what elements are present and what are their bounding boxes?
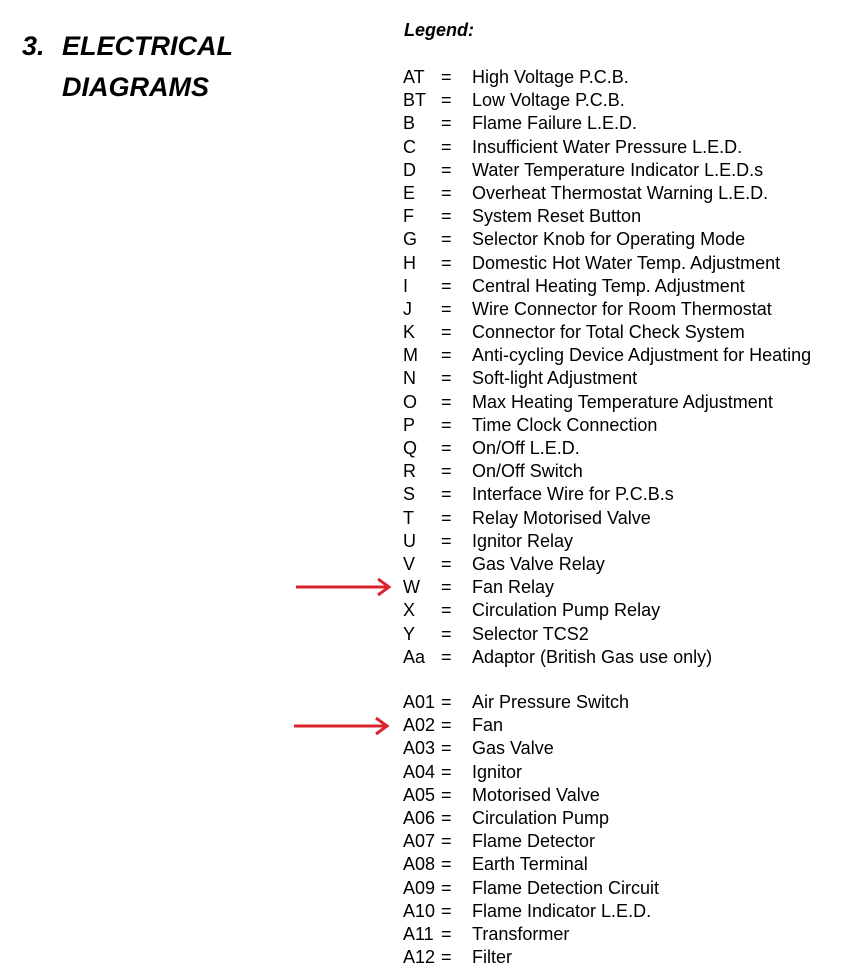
legend-description: Transformer	[472, 923, 570, 944]
legend-description: On/Off L.E.D.	[472, 438, 580, 458]
legend-equals: =	[441, 947, 452, 968]
legend-equals: =	[441, 275, 452, 296]
legend-description: Insufficient Water Pressure L.E.D.	[472, 136, 743, 157]
legend-code: A06	[403, 807, 436, 828]
legend-equals: =	[441, 784, 452, 805]
legend-description: On/Off Switch	[472, 461, 583, 482]
legend-code: I	[403, 275, 409, 296]
legend-code: J	[403, 298, 412, 319]
legend-code: T	[403, 507, 414, 528]
legend-equals: =	[441, 507, 452, 528]
legend-description: Flame Failure L.E.D.	[472, 113, 638, 134]
legend-code: A08	[403, 854, 436, 875]
legend-code: D	[403, 159, 416, 180]
legend-code: W	[403, 577, 420, 598]
legend-code: M	[403, 345, 418, 366]
legend-description: Motorised Valve	[472, 784, 600, 805]
legend-code: V	[403, 553, 416, 574]
legend-description: Selector TCS2	[472, 623, 589, 644]
legend-description: Circulation Pump Relay	[472, 600, 661, 621]
legend-code: A05	[403, 784, 436, 805]
legend-equals: =	[441, 229, 452, 250]
legend-code: A02	[403, 715, 436, 736]
legend-equals: =	[441, 923, 452, 944]
legend-code: F	[403, 206, 414, 227]
legend-code: A01	[403, 692, 436, 712]
legend-code: A12	[403, 947, 436, 968]
legend-equals: =	[441, 530, 452, 551]
legend-equals: =	[441, 391, 452, 412]
legend-description: Overheat Thermostat Warning L.E.D.	[472, 182, 769, 203]
legend-description: Flame Detector	[472, 831, 596, 852]
legend-description: Filter	[472, 947, 512, 968]
legend-equals: =	[441, 182, 452, 203]
legend-description: Water Temperature Indicator L.E.D.s	[472, 159, 764, 180]
legend-description: Wire Connector for Room Thermostat	[472, 298, 772, 319]
legend-equals: =	[441, 136, 452, 157]
legend-code: E	[403, 182, 416, 203]
legend-equals: =	[441, 414, 452, 435]
legend-code: AT	[403, 67, 425, 87]
legend-equals: =	[441, 807, 452, 828]
legend-code: O	[403, 391, 418, 412]
legend-description: Circulation Pump	[472, 807, 610, 828]
legend-description: Max Heating Temperature Adjustment	[472, 391, 773, 412]
legend-code: A07	[403, 831, 436, 852]
legend-code: A10	[403, 900, 436, 921]
legend-description: Selector Knob for Operating Mode	[472, 229, 746, 250]
section-title-line2: DIAGRAMS	[62, 72, 209, 102]
legend-heading: Legend:	[404, 20, 474, 40]
legend-code: P	[403, 414, 416, 435]
legend-code: A03	[403, 738, 436, 759]
legend-equals: =	[441, 206, 452, 227]
section-number: 3.	[22, 31, 45, 61]
legend-code: S	[403, 484, 416, 505]
legend-description: Interface Wire for P.C.B.s	[472, 484, 674, 505]
legend-description: Air Pressure Switch	[472, 692, 630, 712]
legend-code: Q	[403, 438, 418, 458]
legend-code: Y	[403, 623, 416, 644]
legend-equals: =	[441, 877, 452, 898]
legend-description: Gas Valve Relay	[472, 553, 605, 574]
legend-equals: =	[441, 761, 452, 782]
legend-description: Anti-cycling Device Adjustment for Heating	[472, 345, 812, 366]
legend-code: H	[403, 252, 416, 273]
legend-description: Relay Motorised Valve	[472, 507, 651, 528]
legend-code: U	[403, 530, 416, 551]
legend-code: A04	[403, 761, 436, 782]
legend-equals: =	[441, 646, 452, 667]
legend-equals: =	[441, 715, 452, 736]
legend-equals: =	[441, 113, 452, 134]
legend-description: Flame Detection Circuit	[472, 877, 660, 898]
legend-description: Fan	[472, 715, 504, 736]
legend-equals: =	[441, 831, 452, 852]
legend-equals: =	[441, 900, 452, 921]
legend-equals: =	[441, 159, 452, 180]
legend-description: High Voltage P.C.B.	[472, 67, 629, 87]
legend-description: Low Voltage P.C.B.	[472, 90, 625, 111]
arrow-right-icon	[292, 576, 400, 598]
legend-description: Central Heating Temp. Adjustment	[472, 275, 745, 296]
legend-code: X	[403, 600, 416, 621]
legend-description: Adaptor (British Gas use only)	[472, 646, 713, 667]
legend-equals: =	[441, 577, 452, 598]
legend-code: Aa	[403, 646, 426, 667]
section-title-line1: ELECTRICAL	[62, 31, 233, 61]
legend-equals: =	[441, 623, 452, 644]
legend-equals: =	[441, 252, 452, 273]
legend-equals: =	[441, 484, 452, 505]
legend-code: R	[403, 461, 416, 482]
legend-description: System Reset Button	[472, 206, 642, 227]
legend-description: Gas Valve	[472, 738, 554, 759]
arrow-right-icon	[290, 715, 398, 737]
legend-description: Fan Relay	[472, 577, 555, 598]
legend-equals: =	[441, 461, 452, 482]
legend-equals: =	[441, 345, 452, 366]
legend-equals: =	[441, 67, 452, 87]
legend-description: Time Clock Connection	[472, 414, 658, 435]
legend-code: BT	[403, 90, 427, 111]
legend-equals: =	[441, 738, 452, 759]
legend-code: A11	[403, 923, 434, 944]
legend-description: Earth Terminal	[472, 854, 588, 875]
legend-code: G	[403, 229, 418, 250]
legend-equals: =	[441, 322, 452, 343]
section-title	[22, 26, 233, 108]
legend-description: Domestic Hot Water Temp. Adjustment	[472, 252, 781, 273]
legend-description: Ignitor	[472, 761, 523, 782]
legend-equals: =	[441, 553, 452, 574]
legend-code: A09	[403, 877, 436, 898]
legend-code: C	[403, 136, 416, 157]
legend-equals: =	[441, 298, 452, 319]
legend-equals: =	[441, 692, 452, 712]
legend-code: B	[403, 113, 416, 134]
legend-code: N	[403, 368, 416, 389]
legend-description: Connector for Total Check System	[472, 322, 745, 343]
legend-code: K	[403, 322, 416, 343]
legend-equals: =	[441, 600, 452, 621]
legend-equals: =	[441, 368, 452, 389]
legend-equals: =	[441, 438, 452, 458]
legend-equals: =	[441, 90, 452, 111]
legend-equals: =	[441, 854, 452, 875]
legend-description: Soft-light Adjustment	[472, 368, 638, 389]
legend-description: Ignitor Relay	[472, 530, 574, 551]
legend-description: Flame Indicator L.E.D.	[472, 900, 652, 921]
